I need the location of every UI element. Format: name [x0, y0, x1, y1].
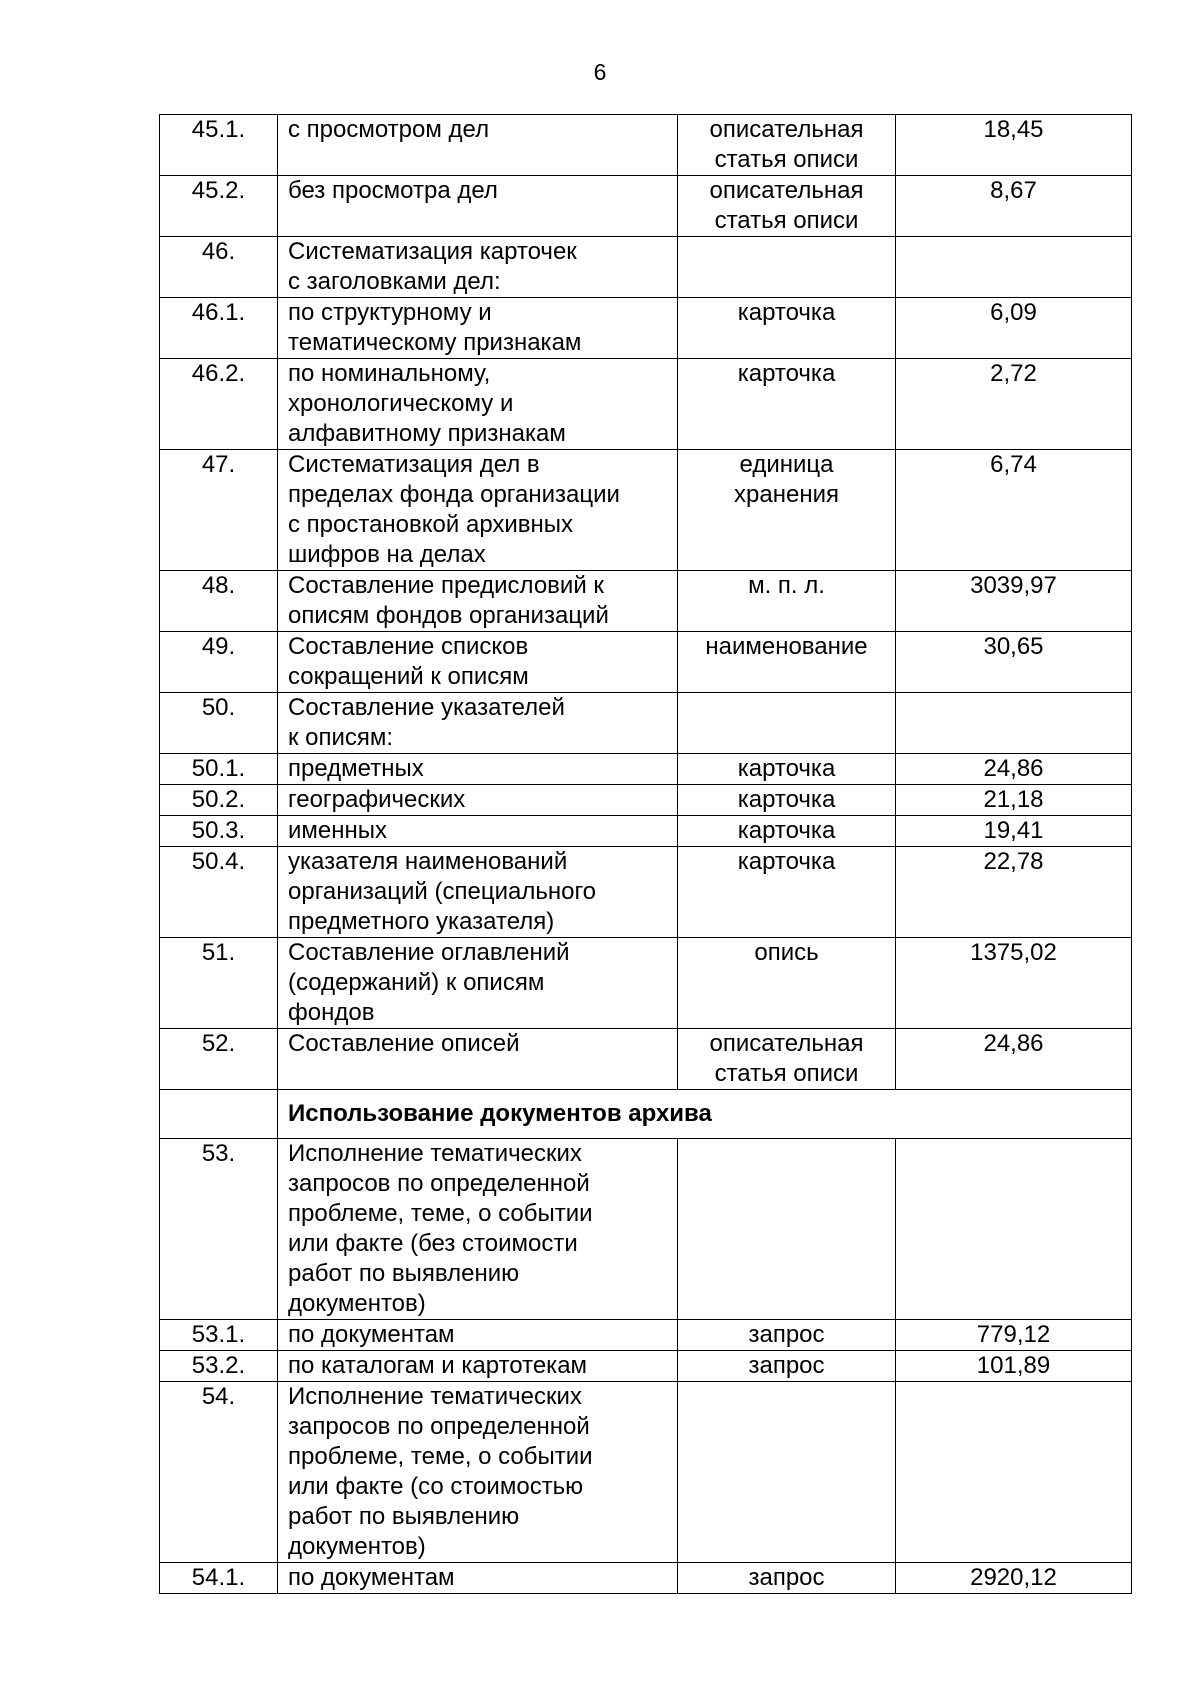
row-unit: м. п. л. [678, 571, 896, 632]
row-value: 6,09 [896, 298, 1132, 359]
row-unit: карточка [678, 754, 896, 785]
row-value: 6,74 [896, 450, 1132, 571]
row-number: 48. [160, 571, 278, 632]
row-value [896, 237, 1132, 298]
row-unit: карточка [678, 298, 896, 359]
table-row [160, 1139, 1132, 1320]
row-number: 50.4. [160, 847, 278, 938]
table-row [160, 1351, 1132, 1382]
row-unit: запрос [678, 1320, 896, 1351]
table-row [160, 237, 1132, 298]
section-row [160, 1090, 1132, 1139]
row-value: 30,65 [896, 632, 1132, 693]
table-row [160, 571, 1132, 632]
row-value: 24,86 [896, 1029, 1132, 1090]
row-number: 52. [160, 1029, 278, 1090]
row-unit: карточка [678, 785, 896, 816]
table-row [160, 1320, 1132, 1351]
row-description: по структурному и тематическому признакам [278, 298, 678, 359]
row-value: 2920,12 [896, 1563, 1132, 1594]
row-unit: описательная статья описи [678, 1029, 896, 1090]
row-description: по документам [278, 1320, 678, 1351]
row-unit: карточка [678, 359, 896, 450]
row-value: 101,89 [896, 1351, 1132, 1382]
row-number: 50. [160, 693, 278, 754]
row-value [896, 693, 1132, 754]
row-number: 50.3. [160, 816, 278, 847]
row-number [160, 1090, 278, 1139]
row-description: по документам [278, 1563, 678, 1594]
row-number: 45.1. [160, 115, 278, 176]
section-title: Использование документов архива [278, 1090, 1132, 1139]
row-value: 779,12 [896, 1320, 1132, 1351]
page-number: 6 [593, 59, 607, 85]
row-number: 54.1. [160, 1563, 278, 1594]
row-unit: наименование [678, 632, 896, 693]
row-unit: опись [678, 938, 896, 1029]
row-unit [678, 693, 896, 754]
row-description: предметных [278, 754, 678, 785]
row-value: 3039,97 [896, 571, 1132, 632]
table-row [160, 632, 1132, 693]
table-row [160, 115, 1132, 176]
row-number: 49. [160, 632, 278, 693]
row-description: именных [278, 816, 678, 847]
row-value: 8,67 [896, 176, 1132, 237]
row-number: 53. [160, 1139, 278, 1320]
row-value [896, 1382, 1132, 1563]
table-row [160, 938, 1132, 1029]
row-value: 1375,02 [896, 938, 1132, 1029]
table-body [160, 115, 1132, 1594]
table-row [160, 298, 1132, 359]
row-number: 53.2. [160, 1351, 278, 1382]
row-number: 51. [160, 938, 278, 1029]
row-description: без просмотра дел [278, 176, 678, 237]
row-number: 46. [160, 237, 278, 298]
row-number: 47. [160, 450, 278, 571]
row-number: 45.2. [160, 176, 278, 237]
row-value: 24,86 [896, 754, 1132, 785]
table-row [160, 785, 1132, 816]
row-description: Составление оглавлений (содержаний) к описям фондов [278, 938, 678, 1029]
row-description: Составление предисловий к описям фондов организаций [278, 571, 678, 632]
row-description: с просмотром дел [278, 115, 678, 176]
row-description: Составление списков сокращений к описям [278, 632, 678, 693]
row-unit: описательная статья описи [678, 115, 896, 176]
table-row [160, 847, 1132, 938]
table-row [160, 176, 1132, 237]
row-value: 22,78 [896, 847, 1132, 938]
row-unit [678, 1382, 896, 1563]
row-value: 2,72 [896, 359, 1132, 450]
row-value: 21,18 [896, 785, 1132, 816]
row-number: 46.2. [160, 359, 278, 450]
row-unit: запрос [678, 1351, 896, 1382]
table-row [160, 450, 1132, 571]
table-row [160, 693, 1132, 754]
table-row [160, 816, 1132, 847]
row-description: по номинальному, хронологическому и алфавитному признакам [278, 359, 678, 450]
row-unit: карточка [678, 816, 896, 847]
row-description: географических [278, 785, 678, 816]
table-row [160, 1382, 1132, 1563]
row-description: по каталогам и картотекам [278, 1351, 678, 1382]
row-number: 50.1. [160, 754, 278, 785]
row-unit: описательная статья описи [678, 176, 896, 237]
row-unit [678, 237, 896, 298]
table-row [160, 1563, 1132, 1594]
row-description: Исполнение тематических запросов по определенной проблеме, теме, о событии или факте (без стоимости работ по выявлению документов) [278, 1139, 678, 1320]
row-description: Систематизация дел в пределах фонда организации с простановкой архивных шифров на делах [278, 450, 678, 571]
row-description: Составление указателей к описям: [278, 693, 678, 754]
row-number: 53.1. [160, 1320, 278, 1351]
row-unit: единица хранения [678, 450, 896, 571]
row-description: Исполнение тематических запросов по определенной проблеме, теме, о событии или факте (со стоимостью работ по выявлению документов) [278, 1382, 678, 1563]
row-number: 46.1. [160, 298, 278, 359]
table-row [160, 1029, 1132, 1090]
table-row [160, 754, 1132, 785]
row-description: Систематизация карточек с заголовками дел: [278, 237, 678, 298]
row-value: 18,45 [896, 115, 1132, 176]
table-row [160, 359, 1132, 450]
row-value: 19,41 [896, 816, 1132, 847]
row-number: 50.2. [160, 785, 278, 816]
tariff-table [159, 114, 1132, 1594]
row-unit [678, 1139, 896, 1320]
row-number: 54. [160, 1382, 278, 1563]
row-unit: карточка [678, 847, 896, 938]
row-description: указателя наименований организаций (специального предметного указателя) [278, 847, 678, 938]
row-unit: запрос [678, 1563, 896, 1594]
row-description: Составление описей [278, 1029, 678, 1090]
row-value [896, 1139, 1132, 1320]
